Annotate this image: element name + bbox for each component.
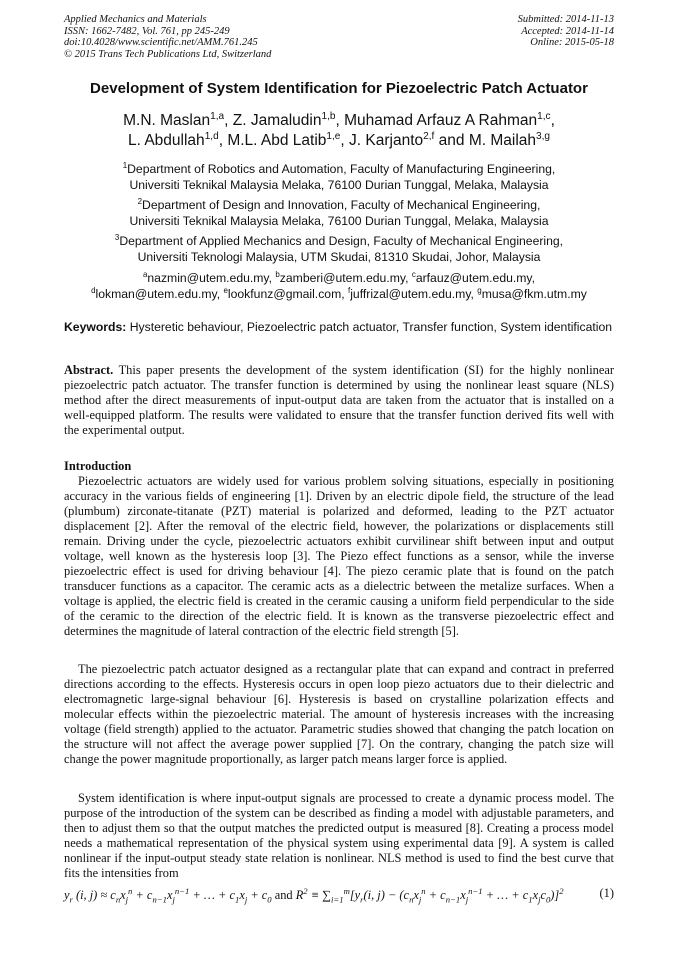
intro-paragraph-1: Piezoelectric actuators are widely used for various problem solving situations, especially in positioning accuracy in the various fields of engineering [1]. Driven by an electric dipole field, the structure of the lead (plumbum) zirconate-titanate (PZT) material is polarized and deformed, leading to the PZT actuator displacement [2]. After the removal of the electric field, however, the polarizations or displacements still remain. Driving under the cycle, piezoelectric actuators exhibit curvilinear shift between input and output voltage, well known as the hysteresis loop [3]. The Piezo effect functions as a sensor, while the inverse piezoelectric effect is used for driving behaviour [4]. The piezo ceramic plate that is found on the patch transducer functions as a capacitor. The ceramic acts as a dielectric between the metalize surfaces. When a voltage is applied, the electric field is created in the ceramic causing a uniform field perpendicular to the side of the ceramic to the direction of the electric field. It is known as the transverse piezoelectric effect and determines the magnitude of lateral contraction of the electric field strength [5]. <box>64 474 614 639</box>
journal-issn: ISSN: 1662-7482, Vol. 761, pp 245-249 <box>64 25 230 37</box>
keywords <box>64 320 614 336</box>
journal-header <box>64 14 271 60</box>
section-heading-introduction: Introduction <box>64 459 132 473</box>
paper-title: Development of System Identification for Piezoelectric Patch Actuator <box>90 80 588 97</box>
email: juffrizal@utem.edu.my <box>350 286 471 301</box>
email: nazmin@utem.edu.my <box>147 271 269 285</box>
author-list: M.N. Maslan$^{1,a}$, Z. Jamaludin$^{1,b}$, Muhamad Arfauz A Rahman$^{1,c}$, L. Abdullah$^{1,d}$, M.L. Abd Latib$^{1,e}$, J. Karjanto$^{2,f}$ and M. Mailah$^{3,g}$ <box>123 110 555 149</box>
email: arfauz@utem.edu.my <box>415 271 532 285</box>
keywords-text: Hysteretic behaviour, Piezoelectric patch actuator, Transfer function, System identification <box>129 320 613 334</box>
author: Z. Jamaludin$^{1,b}$ <box>232 110 336 129</box>
author: Muhamad Arfauz A Rahman$^{1,c}$ <box>344 110 551 129</box>
equation-1 <box>64 886 614 908</box>
abstract <box>64 363 614 438</box>
affiliation-3: $^3$Department of Applied Mechanics and Design, Faculty of Mechanical Engineering, Universiti Teknologi Malaysia, UTM Skudai, 81310 Skudai, Johor, Malaysia <box>114 232 564 264</box>
equation-expression: $y_r$ (i, $j) \approx c_nx_j^n + c_{n-1}x_j^{n-1}$ + … + $c_1x_j + c_0$ and $R^2 \equiv \sum_{i=1}^m[y_r(i$, $j) - (c_nx_j^n + c_{n-1}x_j^{n-1}$ + … + $c_1x_jc_0)]^2$ <box>64 886 564 905</box>
equation-and: and <box>274 888 293 903</box>
submitted-date: Submitted: 2014-11-13 <box>517 14 614 25</box>
accepted-date: Accepted: 2014-11-14 <box>521 25 614 37</box>
dates-header <box>518 14 614 49</box>
keywords-label: Keywords: <box>64 320 127 334</box>
email: musa@fkm.utm.my <box>481 286 587 301</box>
email: lokman@utem.edu.my <box>95 286 217 301</box>
journal-name: Applied Mechanics and Materials <box>64 14 207 25</box>
affiliation-2: $^2$Department of Design and Innovation, Faculty of Mechanical Engineering, Universiti Teknikal Malaysia Melaka, 76100 Durian Tunggal, Melaka, Malaysia <box>129 196 549 228</box>
intro-paragraph-2: The piezoelectric patch actuator designed as a rectangular plate that can expand and contract in preferred directions according to the effects. Hysteresis occurs in open loop piezo actuators due to their dielectric and electromagnetic large-signal behaviour [6]. Hysteresis is based on crystalline polarization effects and molecular effects within the piezoelectric material. The amount of hysteresis increases with the increasing voltage (field strength) applied to the actuator. Parametric studies showed that changing the patch location on the structure will not affect the average power supplied [7]. On the contrary, changing the patch size will change the power magnitude proportionally, as larger patch means larger force is applied. <box>64 662 614 767</box>
email-list: $^a$nazmin@utem.edu.my, $^b$zamberi@utem.edu.my, $^c$arfauz@utem.edu.my, $^d$lokman@utem.edu.my, $^e$lookfunz@gmail.com, $^f$juffrizal@utem.edu.my, $^g$musa@fkm.utm.my <box>91 269 587 301</box>
email: lookfunz@gmail.com <box>227 286 342 301</box>
email: zamberi@utem.edu.my <box>279 271 406 285</box>
journal-copyright: © 2015 Trans Tech Publications Ltd, Switzerland <box>64 48 272 60</box>
online-date: Online: 2015-05-18 <box>530 37 614 49</box>
abstract-label: Abstract. <box>64 363 114 377</box>
author: M.N. Maslan$^{1,a}$ <box>123 110 225 129</box>
journal-doi: doi:10.4028/www.scientific.net/AMM.761.245 <box>64 37 258 49</box>
abstract-text: This paper presents the development of the system identification (SI) for the highly nonlinear piezoelectric patch actuator. The transfer function is determined by using the nonlinear least square (NLS) method after the direct measurements of input-output data are taken from the actuator that is installed on a well-equipped platform. The results were validated to ensure that the transfer function derived fits well with the experimental output. <box>64 363 614 438</box>
author: L. Abdullah$^{1,d}$ <box>127 130 219 149</box>
intro-paragraph-3: System identification is where input-output signals are processed to create a dynamic process model. The purpose of the introduction of the system can be described as finding a model with adjustable parameters, and then to adjust them so that the output matches the predicted output is measured [8]. Creating a process model needs a mathematical representation of the physical system using experimental data [9]. A system is called nonlinear if the input-output steady state relation is nonlinear. NLS method is used to find the best curve that fits the intensities from <box>64 791 614 881</box>
author: M.L. Abd Latib$^{1,e}$ <box>227 130 341 149</box>
author: M. Mailah$^{3,g}$ <box>468 130 551 149</box>
equation-number: (1) <box>599 886 614 900</box>
author: J. Karjanto$^{2,f}$ <box>349 130 435 149</box>
affiliation-1: $^1$Department of Robotics and Automation, Faculty of Manufacturing Engineering, Universiti Teknikal Malaysia Melaka, 76100 Durian Tunggal, Melaka, Malaysia <box>122 160 556 192</box>
